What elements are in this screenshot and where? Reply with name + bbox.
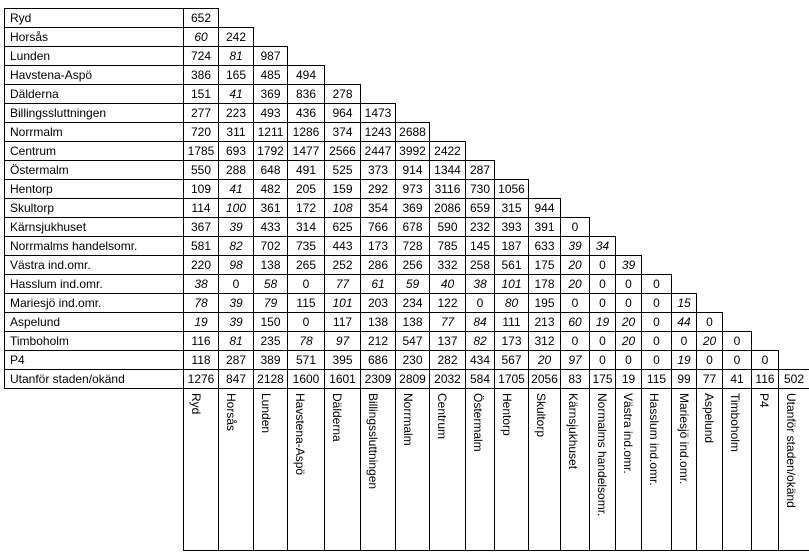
matrix-cell: 2447 [360, 141, 396, 161]
column-header-label: Hentorp [500, 393, 514, 436]
matrix-cell: 101 [494, 274, 529, 294]
matrix-cell: 648 [253, 160, 288, 180]
matrix-cell: 369 [253, 84, 288, 104]
column-header-label: P4 [757, 393, 771, 408]
matrix-cell: 2086 [429, 198, 466, 218]
matrix-cell: 116 [751, 369, 779, 389]
column-header [324, 388, 361, 551]
column-header [287, 388, 325, 551]
matrix-cell: 205 [287, 179, 325, 199]
matrix-cell: 1056 [494, 179, 529, 199]
column-header [560, 388, 590, 551]
matrix-cell: 702 [253, 236, 288, 256]
matrix-cell: 730 [465, 179, 495, 199]
column-header [218, 388, 254, 551]
matrix-cell: 0 [722, 331, 752, 351]
matrix-cell: 59 [395, 274, 430, 294]
column-header [253, 388, 288, 551]
matrix-cell: 0 [287, 274, 325, 294]
column-header-label: Ryd [189, 393, 203, 415]
matrix-cell: 41 [218, 179, 254, 199]
matrix-cell: 312 [528, 331, 561, 351]
matrix-cell: 145 [465, 236, 495, 256]
matrix-cell: 361 [253, 198, 288, 218]
matrix-cell: 964 [324, 103, 361, 123]
matrix-cell: 354 [360, 198, 396, 218]
matrix-cell: 44 [671, 312, 697, 332]
matrix-cell: 944 [528, 198, 561, 218]
matrix-cell: 287 [218, 350, 254, 370]
matrix-cell: 0 [696, 312, 723, 332]
matrix-cell: 0 [589, 331, 616, 351]
column-header-label: Östermalm [471, 393, 485, 452]
matrix-cell: 98 [218, 255, 254, 275]
matrix-cell: 1477 [287, 141, 325, 161]
matrix-cell: 78 [183, 293, 219, 313]
column-header [671, 388, 697, 551]
matrix-cell: 77 [429, 312, 466, 332]
column-header-label: Västra ind.omr. [621, 393, 635, 474]
matrix-cell: 265 [287, 255, 325, 275]
matrix-cell: 766 [360, 217, 396, 237]
matrix-cell: 118 [183, 350, 219, 370]
matrix-cell: 0 [641, 293, 672, 313]
row-label: Mariesjö ind.omr. [4, 293, 184, 313]
matrix-cell: 847 [218, 369, 254, 389]
column-header-label: Havstena-Aspö [293, 393, 307, 476]
column-header-label: Centrum [435, 393, 449, 440]
column-header-label: Normalms handelsomr. [595, 393, 609, 517]
row-label: Norrmalms handelsomr. [4, 236, 184, 256]
matrix-cell: 138 [395, 312, 430, 332]
matrix-cell: 1211 [253, 122, 288, 142]
column-header [429, 388, 466, 551]
matrix-cell: 39 [218, 217, 254, 237]
matrix-cell: 652 [183, 8, 219, 28]
column-header-label: Utanför staden/okänd [784, 393, 798, 508]
row-label: Östermalm [4, 160, 184, 180]
matrix-cell: 173 [494, 331, 529, 351]
matrix-cell: 0 [589, 255, 616, 275]
matrix-cell: 436 [287, 103, 325, 123]
matrix-cell: 97 [324, 331, 361, 351]
matrix-cell: 223 [218, 103, 254, 123]
matrix-cell: 115 [641, 369, 672, 389]
matrix-cell: 39 [218, 312, 254, 332]
matrix-cell: 39 [218, 293, 254, 313]
row-label: Västra ind.omr. [4, 255, 184, 275]
matrix-cell: 567 [494, 350, 529, 370]
matrix-cell: 175 [589, 369, 616, 389]
matrix-cell: 693 [218, 141, 254, 161]
matrix-cell: 258 [465, 255, 495, 275]
matrix-cell: 15 [671, 293, 697, 313]
matrix-cell: 633 [528, 236, 561, 256]
matrix-cell: 19 [183, 312, 219, 332]
matrix-cell: 0 [560, 217, 590, 237]
matrix-cell: 1243 [360, 122, 396, 142]
matrix-cell: 19 [671, 350, 697, 370]
matrix-cell: 173 [360, 236, 396, 256]
matrix-cell: 389 [253, 350, 288, 370]
matrix-cell: 100 [218, 198, 254, 218]
matrix-cell: 1601 [324, 369, 361, 389]
matrix-cell: 20 [560, 255, 590, 275]
matrix-cell: 286 [360, 255, 396, 275]
row-label: Lunden [4, 46, 184, 66]
matrix-cell: 1600 [287, 369, 325, 389]
matrix-cell: 175 [528, 255, 561, 275]
column-header [395, 388, 430, 551]
matrix-cell: 282 [429, 350, 466, 370]
matrix-cell: 39 [560, 236, 590, 256]
matrix-cell: 159 [324, 179, 361, 199]
matrix-cell: 60 [560, 312, 590, 332]
column-header [528, 388, 561, 551]
matrix-cell: 678 [395, 217, 430, 237]
matrix-cell: 232 [465, 217, 495, 237]
matrix-cell: 332 [429, 255, 466, 275]
row-label: Havstena-Aspö [4, 65, 184, 85]
matrix-cell: 61 [360, 274, 396, 294]
column-header-label: Lunden [259, 393, 273, 434]
matrix-cell: 0 [615, 350, 642, 370]
matrix-cell: 81 [218, 331, 254, 351]
matrix-cell: 0 [671, 331, 697, 351]
matrix-cell: 1792 [253, 141, 288, 161]
matrix-cell: 0 [218, 274, 254, 294]
matrix-cell: 2422 [429, 141, 466, 161]
matrix-cell: 151 [183, 84, 219, 104]
matrix-cell: 178 [528, 274, 561, 294]
matrix-cell: 386 [183, 65, 219, 85]
matrix-cell: 0 [751, 350, 779, 370]
row-label: Kärnsjukhuset [4, 217, 184, 237]
column-header [615, 388, 642, 551]
matrix-cell: 395 [324, 350, 361, 370]
column-header-label: Billingssluttningen [366, 393, 380, 490]
matrix-cell: 117 [324, 312, 361, 332]
matrix-cell: 41 [722, 369, 752, 389]
column-header [465, 388, 495, 551]
matrix-cell: 38 [465, 274, 495, 294]
matrix-cell: 1473 [360, 103, 396, 123]
matrix-cell: 0 [589, 293, 616, 313]
matrix-cell: 0 [696, 350, 723, 370]
matrix-cell: 97 [560, 350, 590, 370]
matrix-cell: 187 [494, 236, 529, 256]
matrix-cell: 20 [696, 331, 723, 351]
matrix-cell: 114 [183, 198, 219, 218]
matrix-cell: 2309 [360, 369, 396, 389]
matrix-cell: 659 [465, 198, 495, 218]
matrix-cell: 20 [528, 350, 561, 370]
matrix-cell: 20 [560, 274, 590, 294]
matrix-cell: 20 [615, 312, 642, 332]
matrix-cell: 785 [429, 236, 466, 256]
matrix-cell: 111 [494, 312, 529, 332]
matrix-cell: 77 [696, 369, 723, 389]
column-header-label: Hasslum ind.omr. [647, 393, 661, 486]
column-header-label: Horsås [224, 393, 238, 432]
matrix-cell: 252 [324, 255, 361, 275]
column-header [696, 388, 723, 551]
matrix-cell: 2128 [253, 369, 288, 389]
matrix-cell: 109 [183, 179, 219, 199]
matrix-cell: 165 [218, 65, 254, 85]
matrix-cell: 1705 [494, 369, 529, 389]
matrix-cell: 550 [183, 160, 219, 180]
matrix-cell: 195 [528, 293, 561, 313]
column-header [778, 388, 809, 551]
matrix-cell: 836 [287, 84, 325, 104]
matrix-cell: 571 [287, 350, 325, 370]
matrix-cell: 502 [778, 369, 809, 389]
row-label: Billingssluttningen [4, 103, 184, 123]
matrix-cell: 584 [465, 369, 495, 389]
matrix-cell: 314 [287, 217, 325, 237]
matrix-cell: 292 [360, 179, 396, 199]
matrix-cell: 493 [253, 103, 288, 123]
matrix-cell: 2056 [528, 369, 561, 389]
matrix-cell: 77 [324, 274, 361, 294]
matrix-cell: 213 [528, 312, 561, 332]
matrix-cell: 728 [395, 236, 430, 256]
matrix-cell: 41 [218, 84, 254, 104]
matrix-cell: 0 [589, 274, 616, 294]
matrix-cell: 315 [494, 198, 529, 218]
row-label: Aspelund [4, 312, 184, 332]
matrix-cell: 0 [641, 350, 672, 370]
matrix-cell: 20 [615, 331, 642, 351]
matrix-cell: 1344 [429, 160, 466, 180]
matrix-cell: 2809 [395, 369, 430, 389]
matrix-cell: 525 [324, 160, 361, 180]
matrix-cell: 150 [253, 312, 288, 332]
matrix-cell: 1276 [183, 369, 219, 389]
matrix-cell: 0 [615, 293, 642, 313]
matrix-cell: 288 [218, 160, 254, 180]
matrix-cell: 0 [560, 331, 590, 351]
matrix-cell: 0 [722, 350, 752, 370]
matrix-cell: 434 [465, 350, 495, 370]
row-label: Ryd [4, 8, 184, 28]
row-label: P4 [4, 350, 184, 370]
matrix-cell: 0 [641, 331, 672, 351]
matrix-cell: 0 [641, 312, 672, 332]
column-header-label: Dälderna [330, 393, 344, 442]
matrix-cell: 2032 [429, 369, 466, 389]
row-label: Timboholm [4, 331, 184, 351]
matrix-cell: 78 [287, 331, 325, 351]
matrix-cell: 34 [589, 236, 616, 256]
matrix-cell: 235 [253, 331, 288, 351]
column-header [722, 388, 752, 551]
matrix-cell: 84 [465, 312, 495, 332]
matrix-cell: 987 [253, 46, 288, 66]
matrix-cell: 494 [287, 65, 325, 85]
matrix-cell: 99 [671, 369, 697, 389]
row-label: Skultorp [4, 198, 184, 218]
matrix-cell: 433 [253, 217, 288, 237]
matrix-cell: 60 [183, 27, 219, 47]
matrix-cell: 81 [218, 46, 254, 66]
column-header [360, 388, 396, 551]
column-header [183, 388, 219, 551]
column-header [751, 388, 779, 551]
matrix-cell: 38 [183, 274, 219, 294]
matrix-cell: 0 [615, 274, 642, 294]
column-header [589, 388, 616, 551]
row-label: Utanför staden/okänd [4, 369, 184, 389]
matrix-cell: 369 [395, 198, 430, 218]
matrix-cell: 58 [253, 274, 288, 294]
matrix-cell: 80 [494, 293, 529, 313]
matrix-cell: 137 [429, 331, 466, 351]
matrix-cell: 0 [641, 274, 672, 294]
row-label: Hentorp [4, 179, 184, 199]
matrix-cell: 287 [465, 160, 495, 180]
matrix-cell: 19 [589, 312, 616, 332]
matrix-cell: 122 [429, 293, 466, 313]
matrix-cell: 374 [324, 122, 361, 142]
column-header-label: Norrmalm [401, 393, 415, 446]
matrix-cell: 138 [360, 312, 396, 332]
matrix-cell: 212 [360, 331, 396, 351]
row-label: Centrum [4, 141, 184, 161]
matrix-cell: 116 [183, 331, 219, 351]
column-header-label: Aspelund [702, 393, 716, 444]
matrix-cell: 2566 [324, 141, 361, 161]
row-label: Horsås [4, 27, 184, 47]
matrix-cell: 561 [494, 255, 529, 275]
matrix-cell: 2688 [395, 122, 430, 142]
matrix-cell: 686 [360, 350, 396, 370]
matrix-cell: 724 [183, 46, 219, 66]
matrix-cell: 973 [395, 179, 430, 199]
matrix-cell: 40 [429, 274, 466, 294]
matrix-cell: 82 [465, 331, 495, 351]
row-label: Hasslum ind.omr. [4, 274, 184, 294]
matrix-cell: 0 [287, 312, 325, 332]
matrix-cell: 172 [287, 198, 325, 218]
matrix-cell: 581 [183, 236, 219, 256]
matrix-cell: 443 [324, 236, 361, 256]
matrix-cell: 1785 [183, 141, 219, 161]
matrix-cell: 735 [287, 236, 325, 256]
matrix-cell: 108 [324, 198, 361, 218]
row-label: Norrmalm [4, 122, 184, 142]
matrix-cell: 203 [360, 293, 396, 313]
matrix-cell: 101 [324, 293, 361, 313]
matrix-cell: 79 [253, 293, 288, 313]
matrix-cell: 220 [183, 255, 219, 275]
matrix-cell: 485 [253, 65, 288, 85]
matrix-cell: 373 [360, 160, 396, 180]
column-header-label: Timboholm [728, 393, 742, 452]
matrix-cell: 242 [218, 27, 254, 47]
matrix-cell: 3992 [395, 141, 430, 161]
matrix-cell: 19 [615, 369, 642, 389]
matrix-cell: 83 [560, 369, 590, 389]
matrix-cell: 277 [183, 103, 219, 123]
column-header-label: Kärnsjukhuset [566, 393, 580, 470]
matrix-cell: 720 [183, 122, 219, 142]
matrix-cell: 367 [183, 217, 219, 237]
matrix-cell: 311 [218, 122, 254, 142]
matrix-cell: 0 [589, 350, 616, 370]
column-header [494, 388, 529, 551]
matrix-cell: 491 [287, 160, 325, 180]
matrix-cell: 391 [528, 217, 561, 237]
matrix-cell: 138 [253, 255, 288, 275]
matrix-cell: 115 [287, 293, 325, 313]
matrix-cell: 625 [324, 217, 361, 237]
matrix-cell: 1286 [287, 122, 325, 142]
matrix-cell: 0 [560, 293, 590, 313]
matrix-cell: 82 [218, 236, 254, 256]
matrix-cell: 278 [324, 84, 361, 104]
column-header-label: Mariesjö ind.omr. [677, 393, 691, 485]
column-header-label: Skultorp [534, 393, 548, 438]
matrix-cell: 590 [429, 217, 466, 237]
matrix-cell: 393 [494, 217, 529, 237]
matrix-cell: 230 [395, 350, 430, 370]
matrix-cell: 482 [253, 179, 288, 199]
matrix-cell: 0 [465, 293, 495, 313]
matrix-cell: 256 [395, 255, 430, 275]
column-header [641, 388, 672, 551]
matrix-cell: 914 [395, 160, 430, 180]
matrix-cell: 234 [395, 293, 430, 313]
row-label: Dälderna [4, 84, 184, 104]
matrix-cell: 3116 [429, 179, 466, 199]
matrix-cell: 547 [395, 331, 430, 351]
matrix-cell: 39 [615, 255, 642, 275]
